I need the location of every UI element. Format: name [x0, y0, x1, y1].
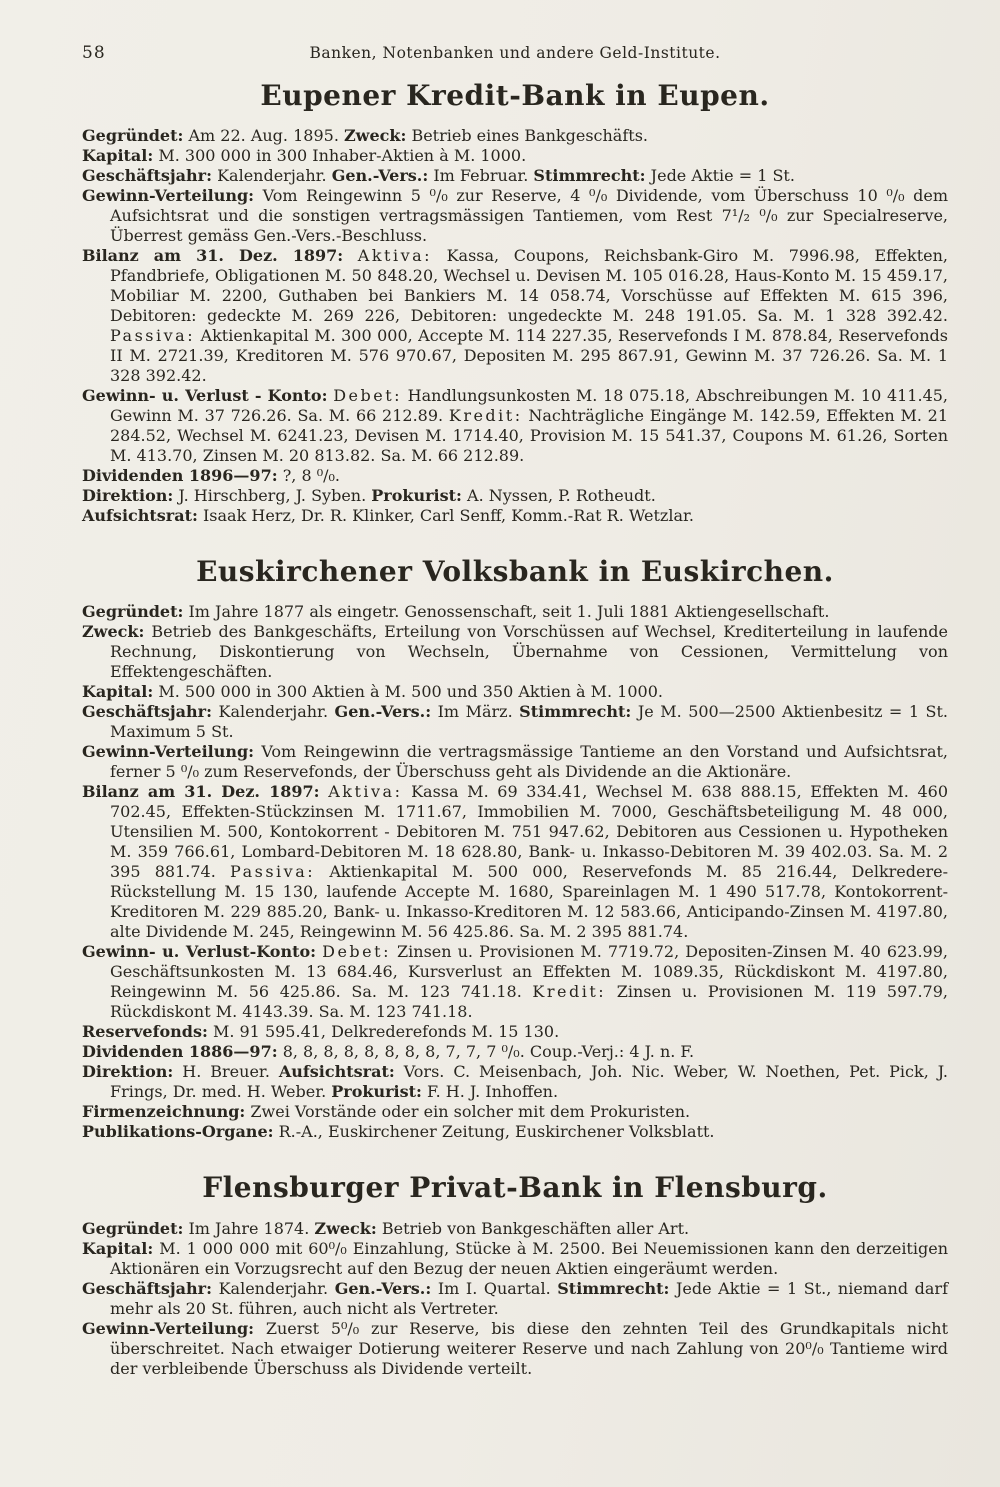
text-run: M. 91 595.41, Delkrederefonds M. 15 130.	[207, 1022, 560, 1042]
spaced-term: Kredit:	[448, 406, 523, 426]
text-run: Isaak Herz, Dr. R. Klinker, Carl Senff, Komm.-Rat R. Wetzlar.	[197, 506, 694, 526]
entry-paragraph	[82, 1022, 948, 1042]
entry-label: Geschäftsjahr:	[82, 166, 212, 186]
entry-paragraph	[82, 1122, 948, 1142]
spaced-term: Kredit:	[532, 982, 607, 1002]
entry-paragraph	[82, 702, 948, 742]
entry-label: Geschäftsjahr:	[82, 702, 212, 722]
entry-paragraph	[82, 1239, 948, 1279]
text-run: A. Nyssen, P. Rotheudt.	[461, 486, 656, 506]
text-run: Betrieb eines Bankgeschäfts.	[406, 126, 648, 146]
text-run: Im Jahre 1874.	[183, 1218, 315, 1238]
entry-paragraph	[82, 466, 948, 486]
section-title: Eupener Kredit-Bank in Eupen.	[260, 79, 770, 112]
spaced-term: Debet:	[333, 386, 403, 406]
entry-label: Zweck:	[314, 1218, 377, 1238]
text-run: Im Februar.	[428, 166, 534, 186]
spaced-term: Debet:	[322, 942, 391, 962]
entry-label: Gewinn-Verteilung:	[82, 186, 255, 206]
entry-label: Geschäftsjahr:	[82, 1278, 212, 1298]
entry-paragraph	[82, 126, 948, 146]
entry-label: Gen.-Vers.:	[331, 166, 429, 186]
entry-paragraph	[82, 602, 948, 622]
text-run: Je M. 500—2500 Aktienbesitz = 1 St. Maximum 5 St.	[110, 702, 948, 742]
entry-paragraph	[82, 782, 948, 942]
text-run: 8, 8, 8, 8, 8, 8, 8, 8, 7, 7, 7 ⁰/₀. Coup.-Verj.: 4 J. n. F.	[277, 1042, 695, 1062]
entry-paragraph	[82, 386, 948, 466]
entry-label: Kapital:	[82, 682, 154, 702]
text-run: Vom Reingewinn 5 ⁰/₀ zur Reserve, 4 ⁰/₀ Dividende, vom Überschuss 10 ⁰/₀ dem Aufsichtsrat und die sonstigen vertragsmässigen Tantiemen, vom Rest 7¹/₂ ⁰/₀ zur Specialreserve, Überrest gemäss Gen.-Vers.-Beschluss.	[110, 186, 948, 246]
entry-label: Bilanz am 31. Dez. 1897:	[82, 246, 344, 266]
entry-label: Gegründet:	[82, 126, 184, 146]
text-run: Am 22. Aug. 1895.	[183, 126, 344, 146]
entry-label: Direktion:	[82, 1062, 174, 1082]
text-run: J. Hirschberg, J. Syben.	[173, 486, 372, 506]
text-run: M. 300 000 in 300 Inhaber-Aktien à M. 1000.	[153, 146, 527, 166]
entry-label: Aufsichtsrat:	[278, 1062, 395, 1082]
entry-label: Gegründet:	[82, 602, 184, 622]
entry-label: Gen.-Vers.:	[334, 1278, 432, 1298]
entry-label: Kapital:	[82, 1238, 154, 1258]
text-run: M. 500 000 in 300 Aktien à M. 500 und 350 Aktien à M. 1000.	[153, 682, 663, 702]
text-run: F. H. J. Inhoffen.	[421, 1082, 559, 1102]
entry-paragraph	[82, 166, 948, 186]
spaced-term: Passiva:	[230, 862, 316, 882]
text-run: H. Breuer.	[173, 1062, 279, 1082]
entry-label: Dividenden 1896—97:	[82, 466, 278, 486]
text-run: R.-A., Euskirchener Zeitung, Euskirchener Volksblatt.	[273, 1122, 715, 1142]
text-run: Handlungsunkosten M. 18 075.18, Abschreibungen M. 10 411.45, Gewinn M. 37 726.26. Sa. M. 66 212.89.	[110, 386, 949, 426]
entry-label: Prokurist:	[331, 1082, 422, 1102]
spaced-term: Aktiva:	[328, 782, 403, 802]
entry-label: Bilanz am 31. Dez. 1897:	[82, 782, 320, 802]
entry-label: Gewinn- u. Verlust-Konto:	[82, 942, 317, 962]
entry-paragraph	[82, 1279, 948, 1319]
text-run: Kassa, Coupons, Reichsbank-Giro M. 7996.98, Effekten, Pfandbriefe, Obligationen M. 50 848.20, Wechsel u. Devisen M. 105 016.28, Haus-Konto M. 15 459.17, Mobiliar M. 2200, Guthaben bei Bankiers M. 14 058.74, Vorschüsse auf Effekten M. 615 396, Debitoren: gedeckte M. 269 226, Debitoren: ungedeckte M. 248 191.05. Sa. M. 1 328 392.42.	[110, 246, 949, 326]
page-number: 58	[82, 43, 106, 63]
running-title: Banken, Notenbanken und andere Geld-Institute.	[309, 44, 721, 62]
section-title: Euskirchener Volksbank in Euskirchen.	[196, 555, 834, 589]
entry-paragraph	[82, 246, 948, 386]
entry-label: Zweck:	[82, 622, 145, 642]
entry-paragraph	[82, 186, 948, 246]
text-run: Kalenderjahr.	[212, 166, 332, 186]
sections-container	[82, 80, 948, 1379]
text-run: Zinsen u. Provisionen M. 7719.72, Depositen-Zinsen M. 40 623.99, Geschäftsunkosten M. 13 684.46, Kursverlust an Effekten M. 1089.35, Rückdiskont M. 4197.80, Reingewinn M. 56 425.86. Sa. M. 123 741.18.	[110, 942, 948, 1002]
text-run: Jede Aktie = 1 St.	[645, 166, 795, 186]
text-run: Zwei Vorstände oder ein solcher mit dem Prokuristen.	[245, 1102, 691, 1122]
entry-label: Gewinn- u. Verlust - Konto:	[82, 386, 328, 406]
entry-label: Prokurist:	[371, 486, 462, 506]
entry-paragraph	[82, 682, 948, 702]
text-run: Kalenderjahr.	[212, 702, 335, 722]
text-run: Kassa M. 69 334.41, Wechsel M. 638 888.15, Effekten M. 460 702.45, Effekten-Stückzinsen M. 1711.67, Immobilien M. 7000, Geschäftsbeteiligung M. 48 000, Utensilien M. 500, Kontokorrent - Debitoren M. 751 947.62, Debitoren aus Cessionen u. Hypotheken M. 359 766.61, Lombard-Debitoren M. 18 628.80, Bank- u. Inkasso-Debitoren M. 39 402.03. Sa. M. 2 395 881.74.	[110, 782, 949, 882]
entry-label: Direktion:	[82, 486, 174, 506]
text-run: Im März.	[431, 702, 520, 722]
entry-paragraph	[82, 1219, 948, 1239]
entry-label: Gegründet:	[82, 1218, 184, 1238]
entry-paragraph	[82, 1042, 948, 1062]
text-run: Betrieb des Bankgeschäfts, Erteilung von Vorschüssen auf Wechsel, Krediterteilung in laufende Rechnung, Diskontierung von Wechseln, Übernahme von Cessionen, Vermittelung von Effektengeschäften.	[110, 622, 948, 682]
text-run: Zinsen u. Provisionen M. 119 597.79, Rückdiskont M. 4143.39. Sa. M. 123 741.18.	[110, 982, 948, 1022]
text-run	[320, 782, 329, 801]
entry-label: Stimmrecht:	[519, 702, 632, 722]
text-run: Zuerst 5⁰/₀ zur Reserve, bis diese den zehnten Teil des Grundkapitals nicht überschreitet. Nach etwaiger Dotierung weiterer Reserve und nach Zahlung von 20⁰/₀ Tantieme wird der verbleibende Überschuss als Dividende verteilt.	[110, 1318, 948, 1378]
text-run: Im Jahre 1877 als eingetr. Genossenschaft, seit 1. Juli 1881 Aktiengesellschaft.	[183, 602, 830, 622]
entry-label: Gewinn-Verteilung:	[82, 1318, 255, 1338]
entry-paragraph	[82, 146, 948, 166]
entry-paragraph	[82, 742, 948, 782]
entry-label: Aufsichtsrat:	[82, 506, 198, 526]
text-run: ?, 8 ⁰/₀.	[277, 466, 341, 486]
entry-paragraph	[82, 622, 948, 682]
entry-paragraph	[82, 486, 948, 506]
entry-paragraph	[82, 1319, 948, 1379]
entry-label: Dividenden 1886—97:	[82, 1042, 278, 1062]
entry-label: Gewinn-Verteilung:	[82, 742, 255, 762]
text-run: Nachträgliche Eingänge M. 142.59, Effekten M. 21 284.52, Wechsel M. 6241.23, Devisen M. 1714.40, Provision M. 15 541.37, Coupons M. 61.26, Sorten M. 413.70, Zinsen M. 20 813.82. Sa. M. 66 212.89.	[110, 406, 948, 466]
entry-paragraph	[82, 506, 948, 526]
entry-label: Reservefonds:	[82, 1022, 208, 1042]
page-header	[82, 44, 948, 62]
text-run: Kalenderjahr.	[212, 1278, 335, 1298]
entry-label: Stimmrecht:	[557, 1278, 670, 1298]
entry-paragraph	[82, 1062, 948, 1102]
entry-label: Gen.-Vers.:	[334, 702, 432, 722]
spaced-term: Aktiva:	[357, 246, 433, 266]
text-run: Betrieb von Bankgeschäften aller Art.	[376, 1218, 690, 1238]
entry-paragraph	[82, 942, 948, 1022]
section-title: Flensburger Privat-Bank in Flensburg.	[202, 1171, 828, 1205]
entry-label: Firmenzeichnung:	[82, 1102, 246, 1122]
text-run: Jede Aktie = 1 St., niemand darf mehr als 20 St. führen, auch nicht als Vertreter.	[110, 1278, 948, 1318]
entry-label: Zweck:	[343, 126, 407, 146]
text-run: Vors. C. Meisenbach, Joh. Nic. Weber, W. Noethen, Pet. Pick, J. Frings, Dr. med. H. Weber.	[110, 1062, 948, 1102]
text-run	[343, 246, 358, 265]
entry-label: Kapital:	[82, 146, 154, 166]
entry-paragraph	[82, 1102, 948, 1122]
text-run: M. 1 000 000 mit 60⁰/₀ Einzahlung, Stücke à M. 2500. Bei Neuemissionen kann den derzeitigen Aktionären ein Vorzugsrecht auf den Bezug der neuen Aktien eingeräumt werden.	[110, 1238, 948, 1278]
entry-label: Publikations-Organe:	[82, 1122, 274, 1142]
entry-label: Stimmrecht:	[533, 166, 646, 186]
text-run: Vom Reingewinn die vertragsmässige Tantieme an den Vorstand und Aufsichtsrat, ferner 5 ⁰/₀ zum Reservefonds, der Überschuss geht als Dividende an die Aktionäre.	[110, 742, 948, 782]
spaced-term: Passiva:	[110, 326, 196, 346]
text-run: Aktienkapital M. 300 000, Accepte M. 114 227.35, Reservefonds I M. 878.84, Reservefonds II M. 2721.39, Kreditoren M. 576 970.67, Depositen M. 295 867.91, Gewinn M. 37 726.26. Sa. M. 1 328 392.42.	[110, 326, 948, 386]
text-run: Aktienkapital M. 500 000, Reservefonds M. 85 216.44, Delkredere-Rückstellung M. 15 130, laufende Accepte M. 1680, Spareinlagen M. 1 490 517.78, Kontokorrent-Kreditoren M. 229 885.20, Bank- u. Inkasso-Kreditoren M. 12 583.66, Anticipando-Zinsen M. 4197.80, alte Dividende M. 245, Reingewinn M. 56 425.86. Sa. M. 2 395 881.74.	[110, 862, 948, 942]
text-run: Im I. Quartal.	[431, 1278, 558, 1298]
